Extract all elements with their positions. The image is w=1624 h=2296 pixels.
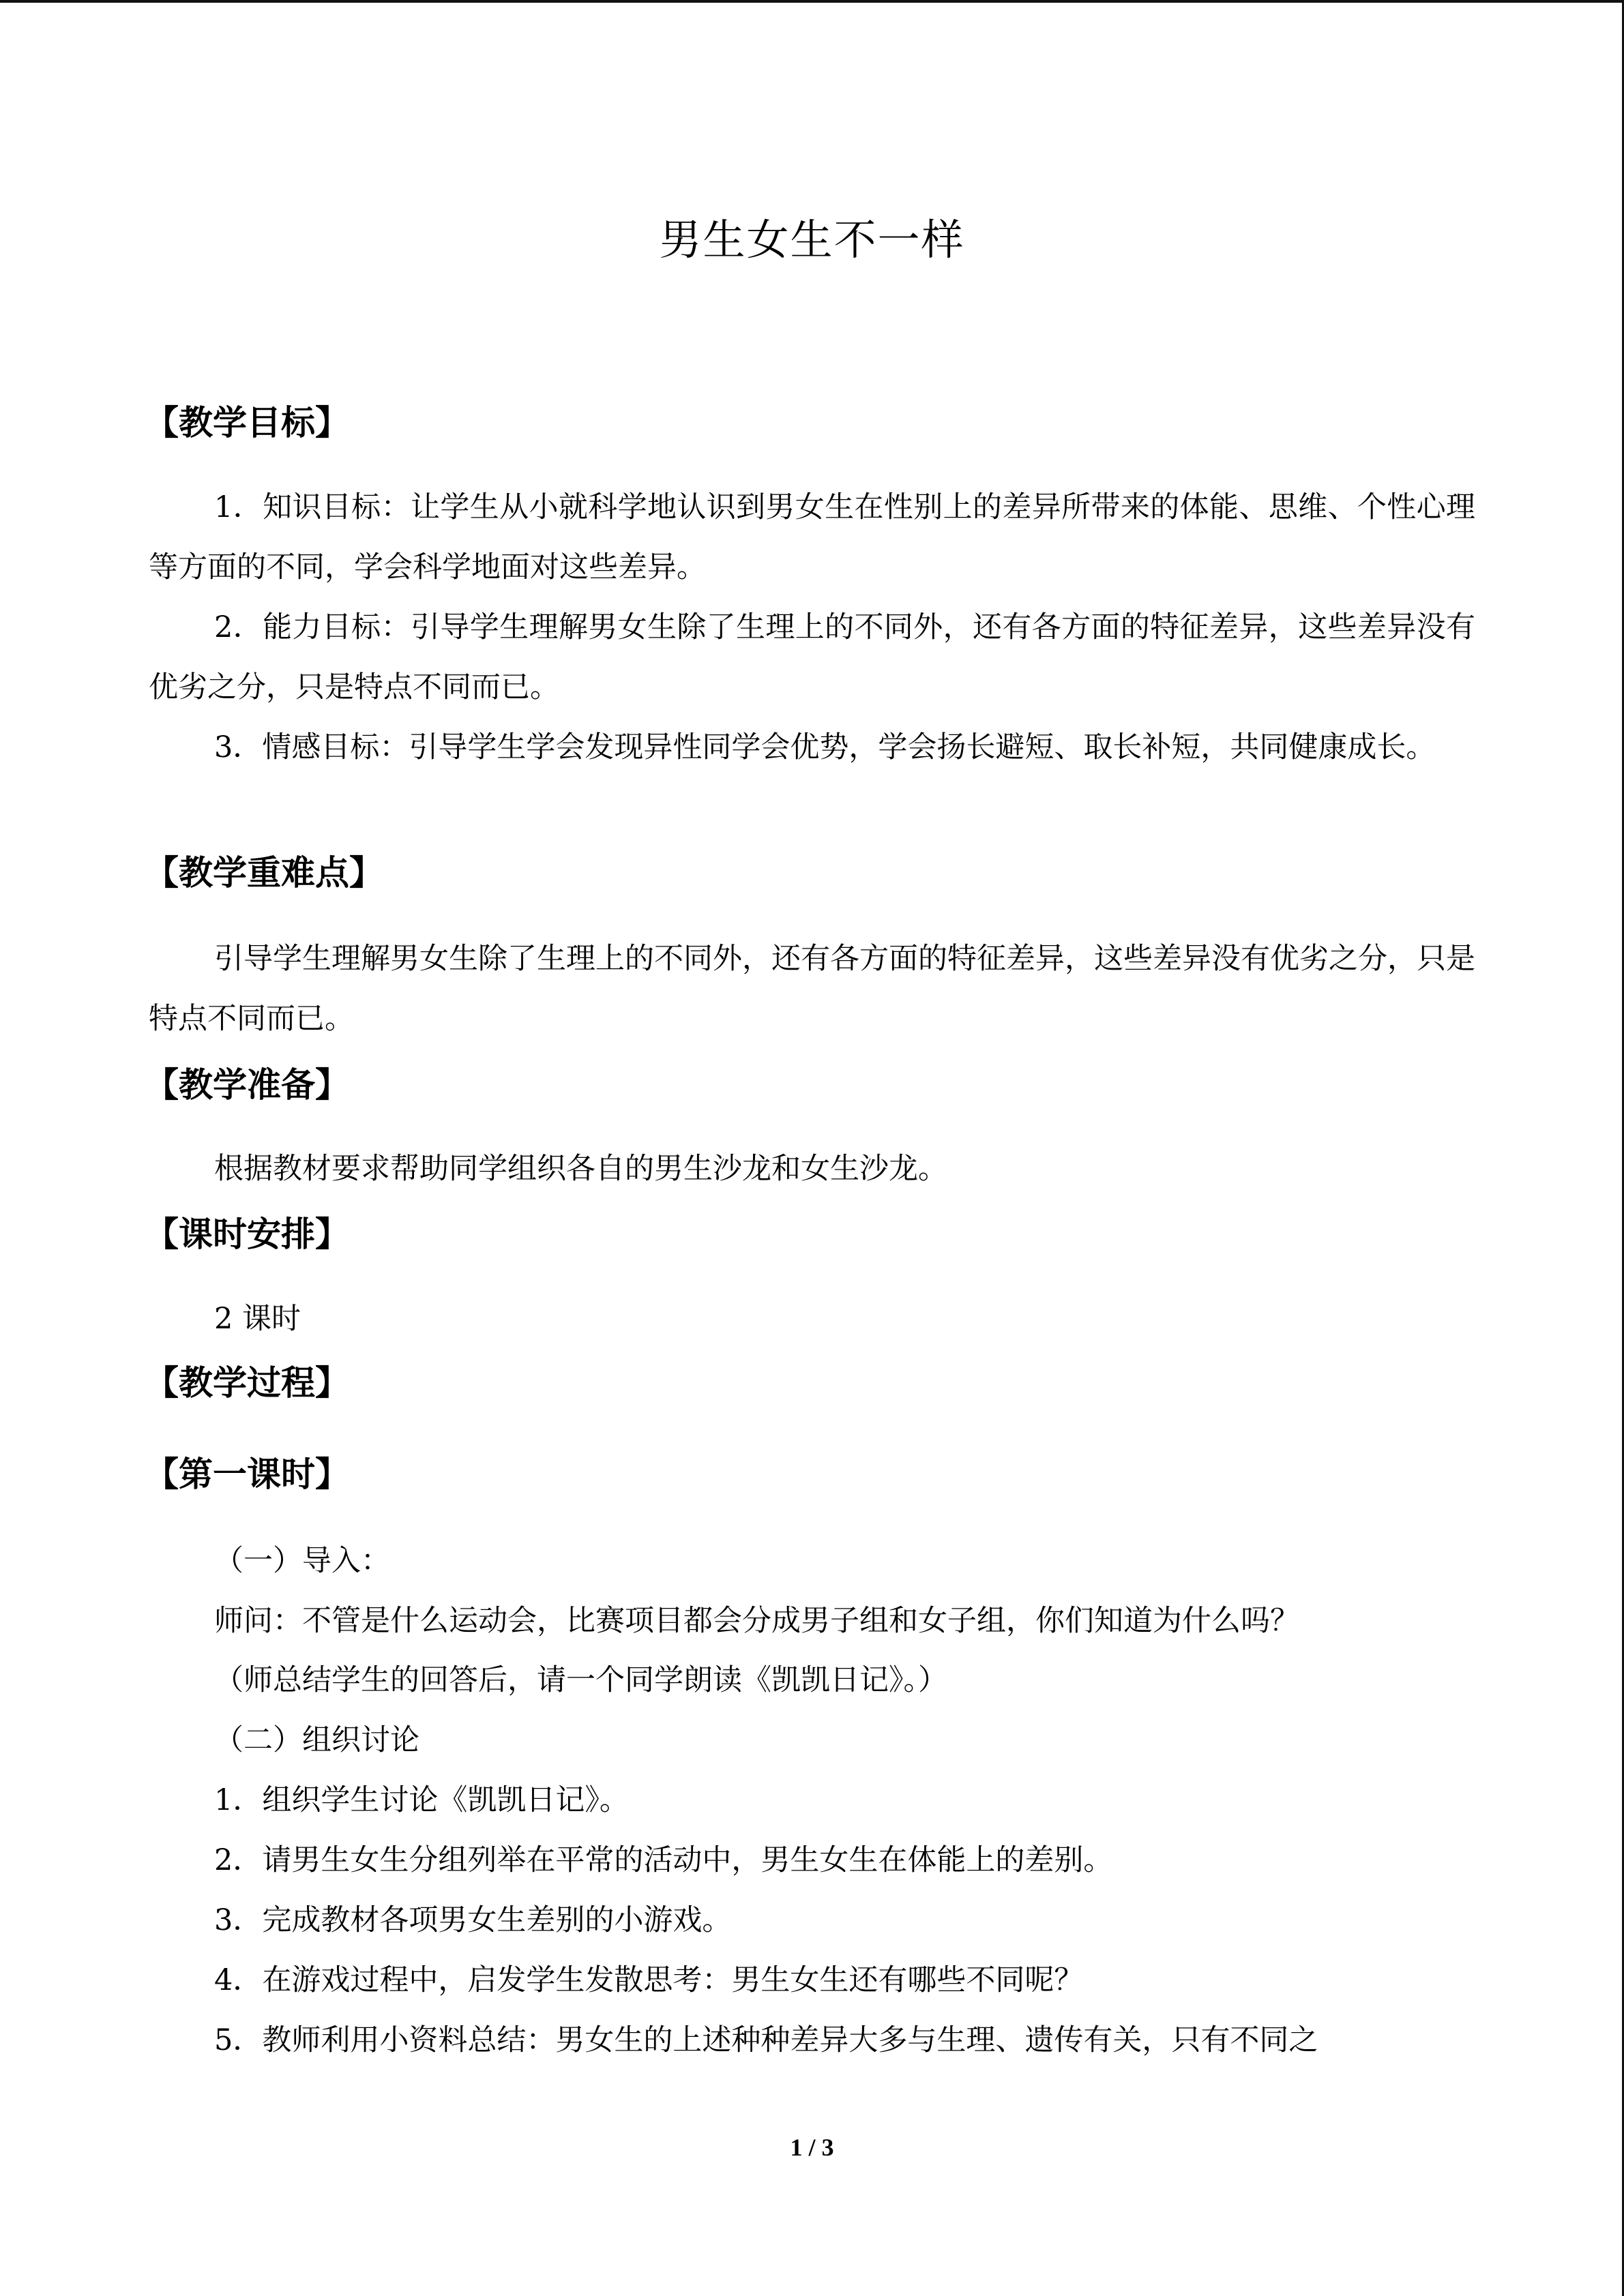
- schedule-text: 2 课时: [214, 1302, 301, 1336]
- discussion-item-1: 1．组织学生讨论《凯凯日记》。: [214, 1783, 629, 1817]
- intro-label: （一）导入：: [214, 1544, 390, 1578]
- heading-lesson-one: 【第一课时】: [145, 1455, 349, 1494]
- document-title: 男生女生不一样: [659, 215, 965, 265]
- page-number: 1 / 3: [790, 2134, 834, 2161]
- discussion-item-3: 3．完成教材各项男女生差别的小游戏。: [214, 1903, 732, 1937]
- preparation-text: 根据教材要求帮助同学组织各自的男生沙龙和女生沙龙。: [214, 1152, 947, 1186]
- objective-item-1: 1．知识目标：让学生从小就科学地认识到男女生在性别上的差异所带来的体能、思维、个性心理等方面的不同，学会科学地面对这些差异。: [149, 490, 1475, 584]
- heading-preparation: 【教学准备】: [145, 1065, 349, 1105]
- discussion-item-2: 2．请男生女生分组列举在平常的活动中，男生女生在体能上的差别。: [214, 1843, 1113, 1877]
- key-points-text: 引导学生理解男女生除了生理上的不同外，还有各方面的特征差异，这些差异没有优劣之分，只是特点不同而已。: [149, 942, 1475, 1036]
- objective-item-2: 2．能力目标：引导学生理解男女生除了生理上的不同外，还有各方面的特征差异，这些差异没有优劣之分，只是特点不同而已。: [149, 610, 1475, 704]
- discussion-item-4: 4．在游戏过程中，启发学生发散思考：男生女生还有哪些不同呢？: [214, 1963, 1084, 1997]
- heading-objectives: 【教学目标】: [145, 403, 349, 443]
- objective-item-3: 3．情感目标：引导学生学会发现异性同学会优势，学会扬长避短、取长补短，共同健康成长。: [214, 730, 1436, 764]
- discussion-item-5: 5．教师利用小资料总结：男女生的上述种种差异大多与生理、遗传有关，只有不同之: [214, 2023, 1318, 2057]
- heading-schedule: 【课时安排】: [145, 1214, 349, 1254]
- intro-question: 师问：不管是什么运动会，比赛项目都会分成男子组和女子组，你们知道为什么吗？: [214, 1604, 1299, 1638]
- discussion-label: （二）组织讨论: [214, 1723, 419, 1757]
- intro-note: （师总结学生的回答后，请一个同学朗读《凯凯日记》。）: [214, 1663, 947, 1697]
- heading-key-points: 【教学重难点】: [145, 853, 383, 893]
- heading-process: 【教学过程】: [145, 1363, 349, 1403]
- page-top-border: [0, 0, 1624, 3]
